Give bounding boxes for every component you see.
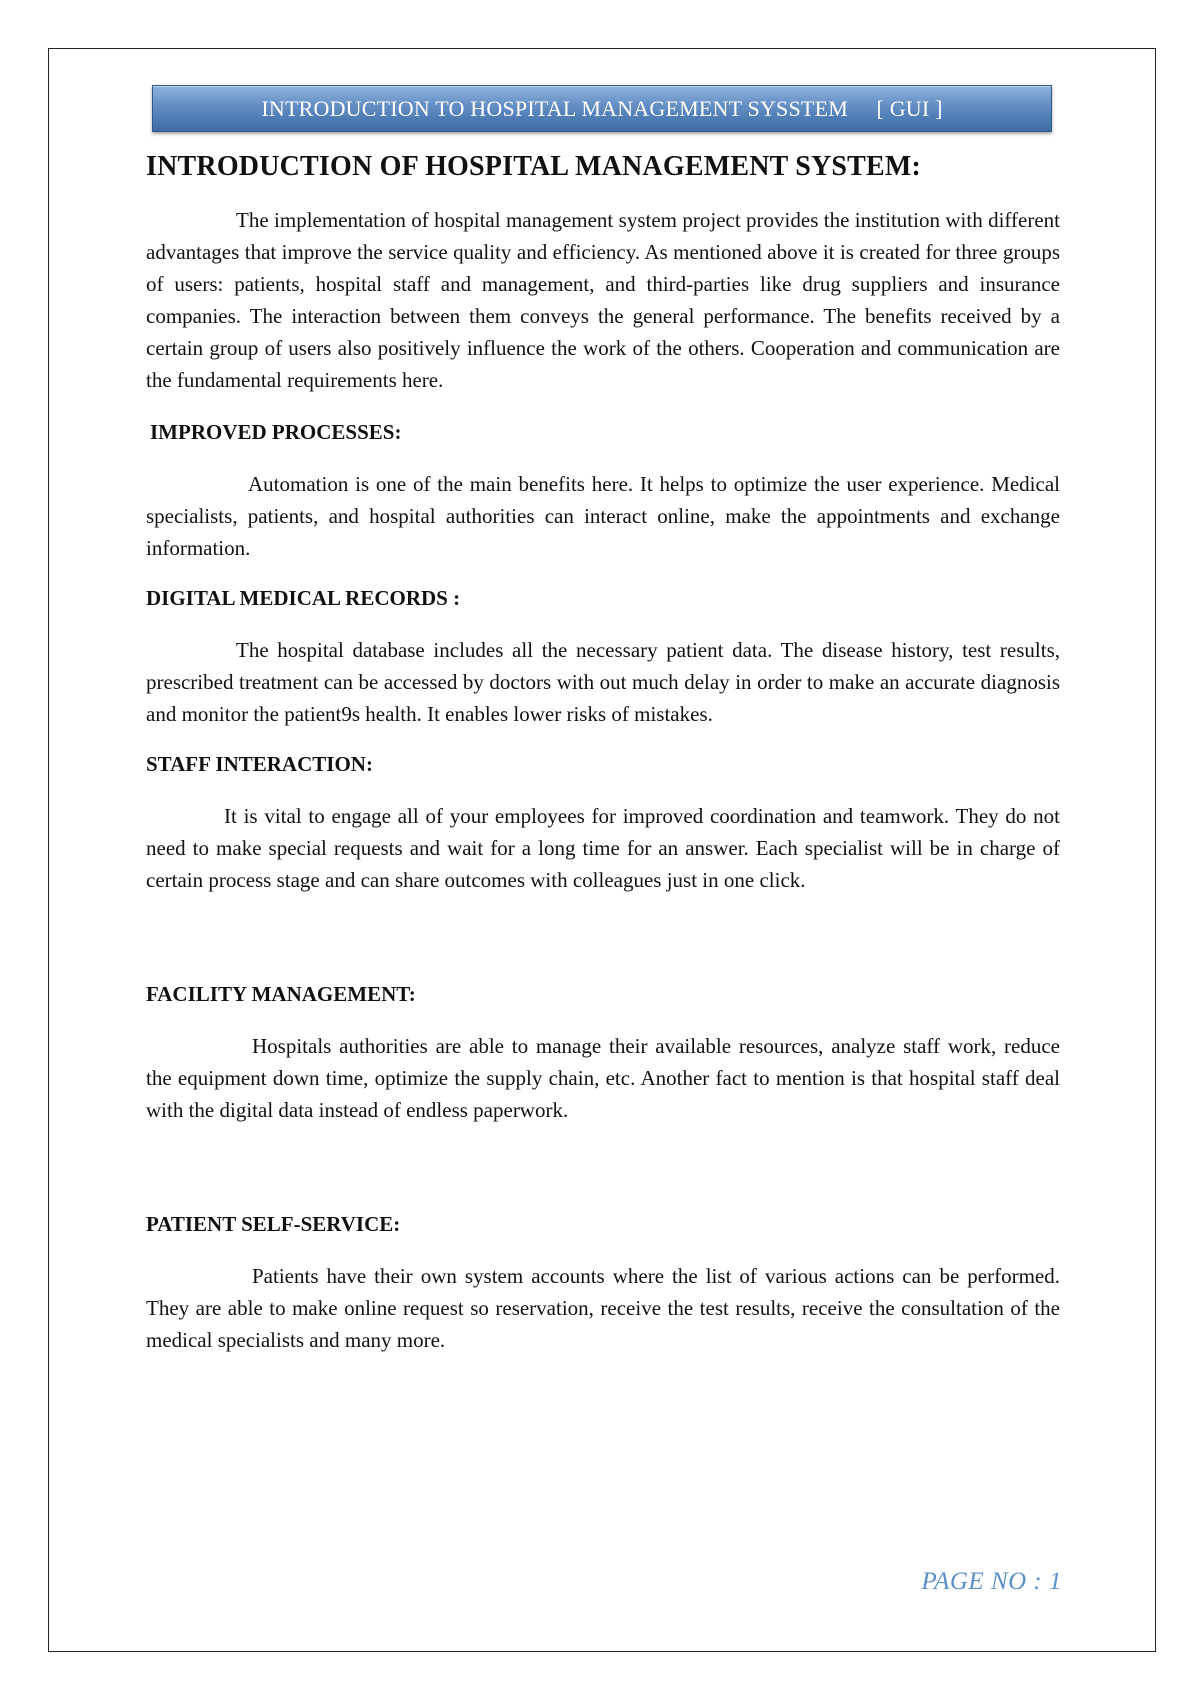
paragraph-digital-medical-records: The hospital database includes all the necessary patient data. The disease history, test results, prescribed treatment can be accessed by doctors with out much delay in order to make an accurate diagnosis and monitor the patient9s health. It enables lower risks of mistakes. <box>146 638 1060 726</box>
paragraph-patient-self-service: Patients have their own system accounts where the list of various actions can be performed. They are able to make online request so reservation, receive the test results, receive the consultation of the medical specialists and many more. <box>146 1264 1060 1352</box>
intro-paragraph: The implementation of hospital management system project provides the institution with different advantages that improve the service quality and efficiency. As mentioned above it is created for three groups of users: patients, hospital staff and management, and third-parties like drug suppliers and insurance companies. The interaction between them conveys the general performance. The benefits received by a certain group of users also positively influence the work of the others. Cooperation and communication are the fundamental requirements here. <box>146 208 1060 392</box>
paragraph-facility-management: Hospitals authorities are able to manage their available resources, analyze staff work, reduce the equipment down time, optimize the supply chain, etc. Another fact to mention is that hospital staff deal with the digital data instead of endless paperwork. <box>146 1034 1060 1122</box>
heading-patient-self-service: PATIENT SELF-SERVICE: <box>146 1212 401 1236</box>
heading-improved-processes: IMPROVED PROCESSES: <box>150 420 402 444</box>
document-body <box>146 148 1060 1356</box>
page-title: INTRODUCTION OF HOSPITAL MANAGEMENT SYSTEM: <box>146 151 922 182</box>
page-number: PAGE NO : 1 <box>921 1568 1062 1595</box>
paragraph-improved-processes: Automation is one of the main benefits here. It helps to optimize the user experience. Medical specialists, patients, and hospital authorities can interact online, make the appointments and exchange information. <box>146 472 1060 560</box>
heading-facility-management: FACILITY MANAGEMENT: <box>146 982 416 1006</box>
heading-staff-interaction: STAFF INTERACTION: <box>146 752 373 776</box>
header-banner: INTRODUCTION TO HOSPITAL MANAGEMENT SYSSTEM [ GUI ] <box>152 85 1052 132</box>
paragraph-staff-interaction: It is vital to engage all of your employees for improved coordination and teamwork. They do not need to make special requests and wait for a long time for an answer. Each specialist will be in charge of certain process stage and can share outcomes with colleagues just in one click. <box>146 804 1060 892</box>
heading-digital-medical-records: DIGITAL MEDICAL RECORDS : <box>146 586 461 610</box>
